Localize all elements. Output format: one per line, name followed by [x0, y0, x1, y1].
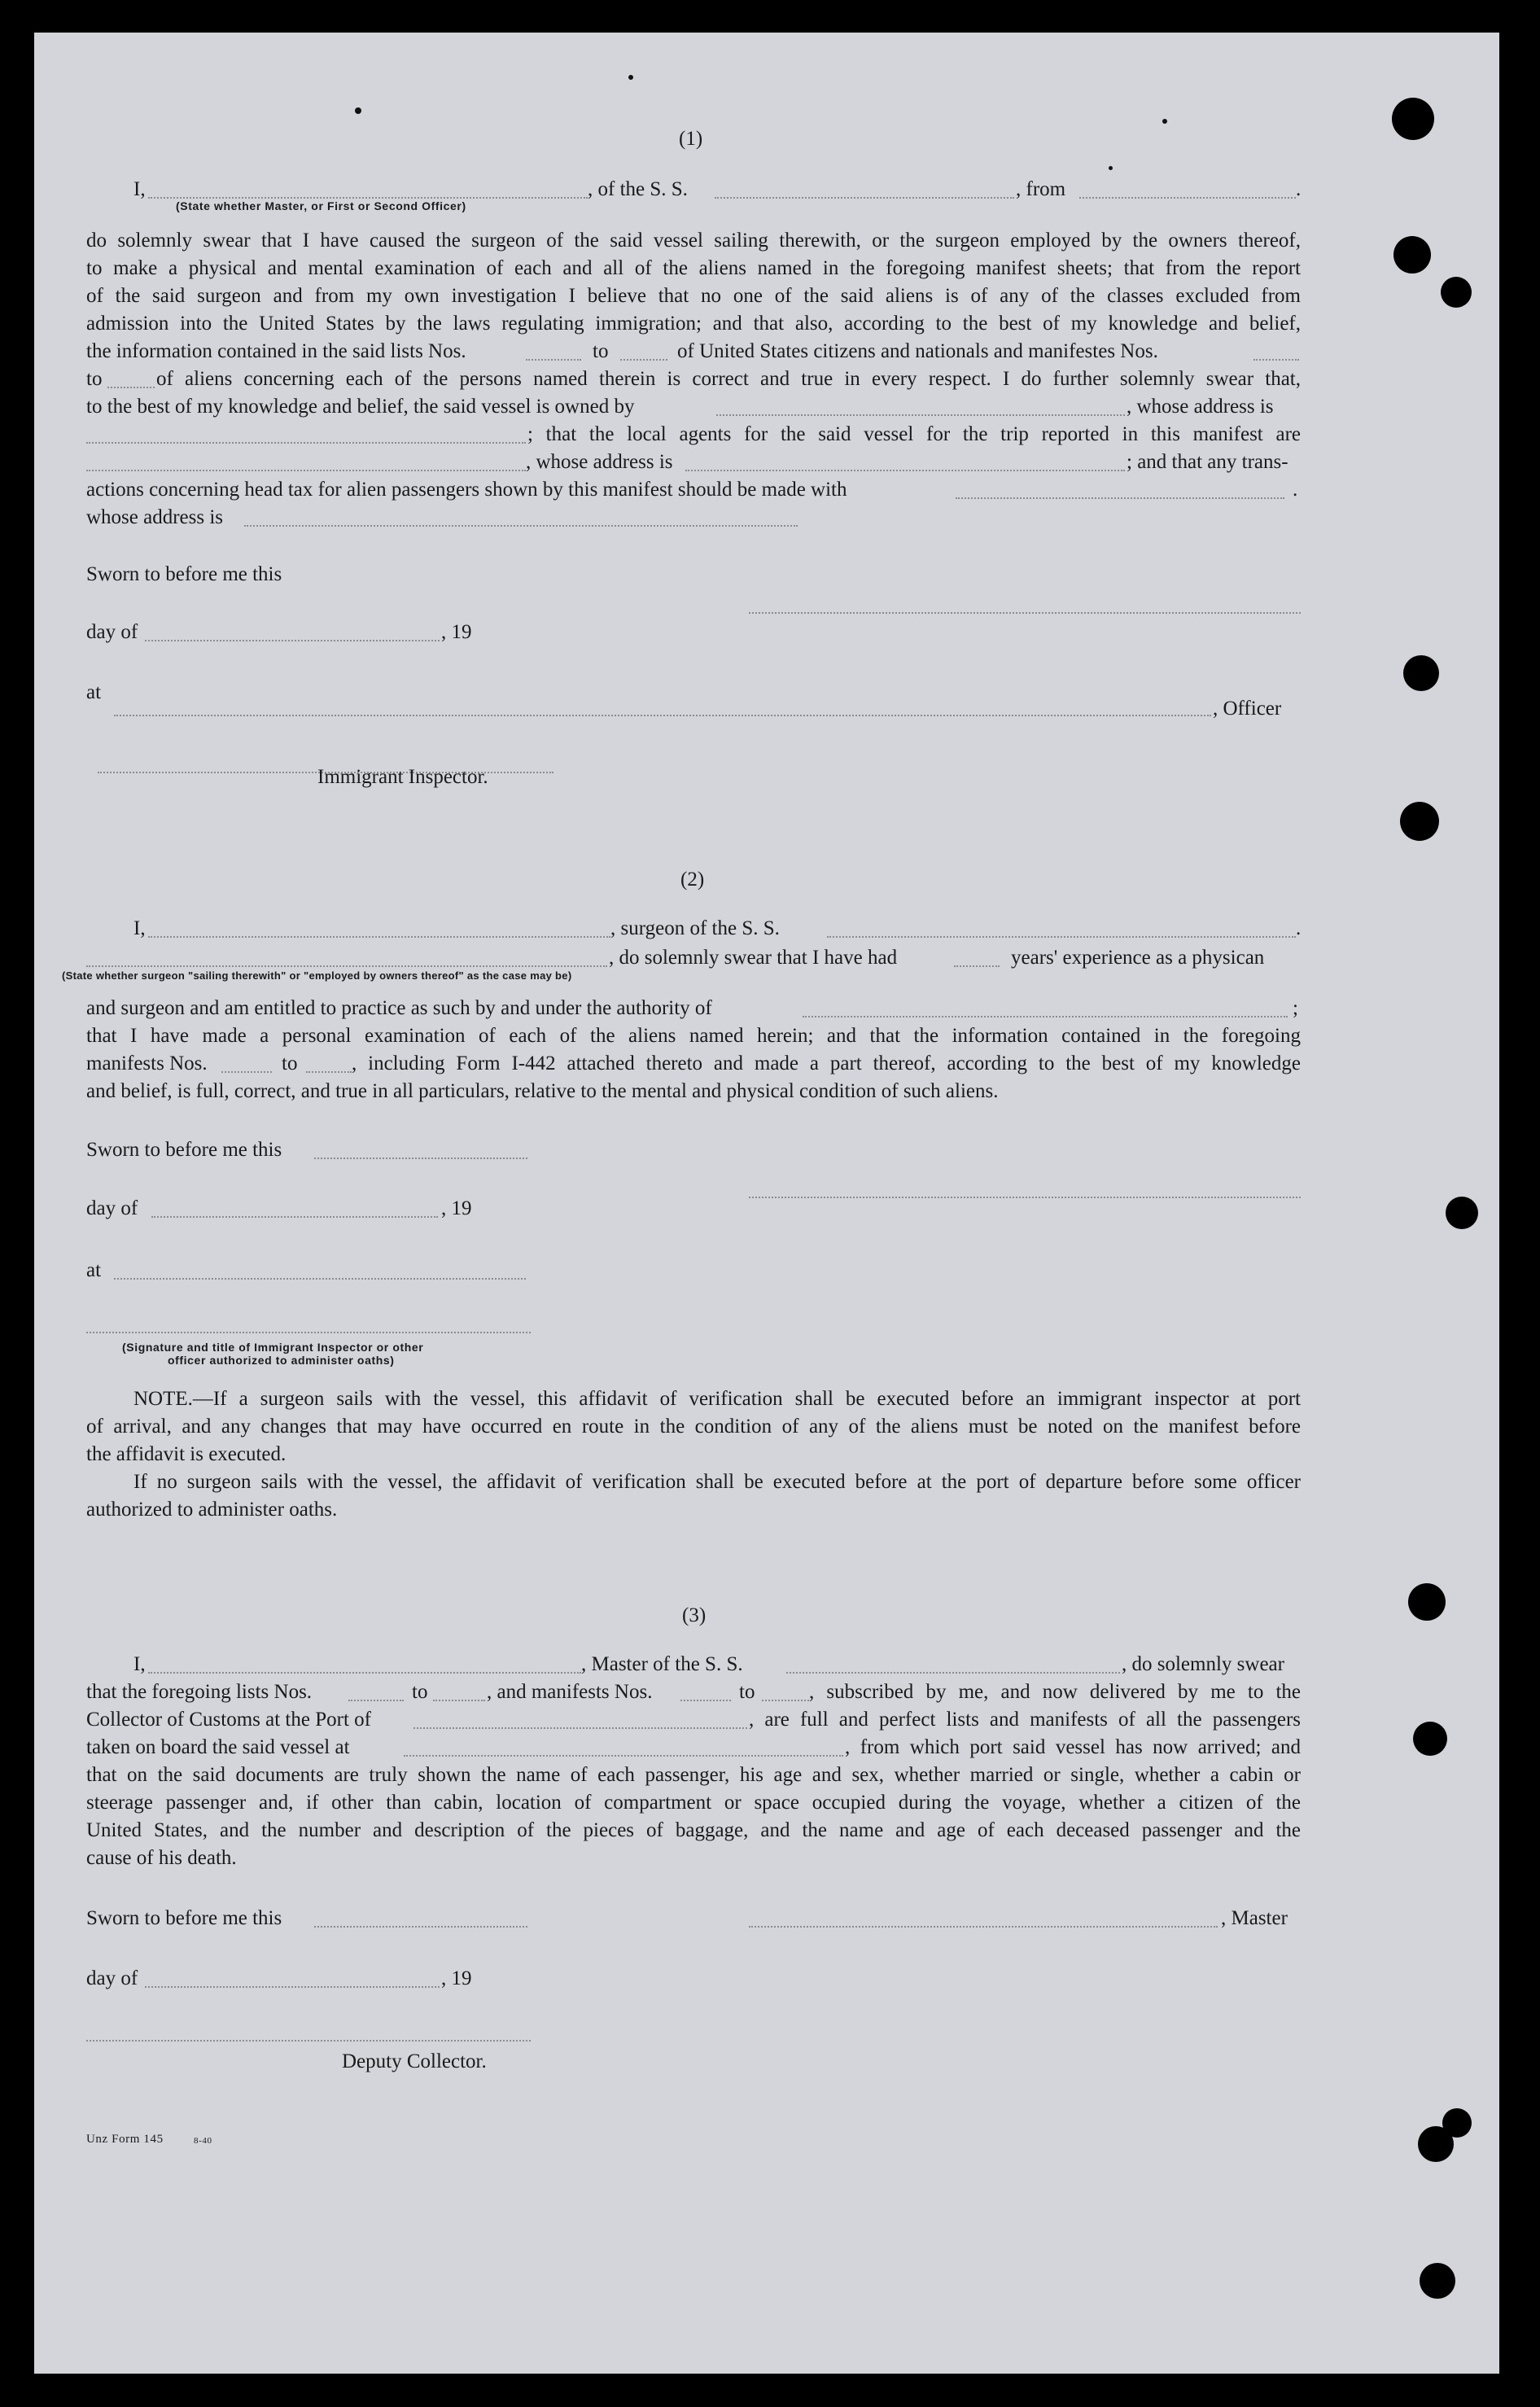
s1-officer: , Officer [1213, 698, 1282, 720]
s1-sworn: Sworn to before me this [86, 563, 282, 585]
s3-line-2a: that the foregoing lists Nos. [86, 1681, 313, 1703]
s1-line-7b: , whose address is [1127, 396, 1274, 418]
s1-line-11a: whose address is [86, 506, 224, 528]
s3-day-field[interactable] [145, 1986, 440, 1988]
s3-line-2c: , and manifests Nos. [487, 1681, 653, 1703]
surgeon-name-field[interactable] [148, 936, 610, 938]
note-line-2: of arrival, and any changes that may have occurred en route in the condition of any of the aliens must be noted on the manifest before [86, 1416, 1301, 1438]
s3-line-3b: , are full and perfect lists and manifests of all the passengers [749, 1709, 1301, 1731]
s2-at-field[interactable] [114, 1278, 526, 1280]
surgeon-of-label: , surgeon of the S. S. [610, 917, 780, 939]
s1-line-6a: to [86, 368, 103, 390]
s2-end-punct: . [1296, 917, 1302, 939]
note-p2-line-1: If no surgeon sails with the vessel, the affidavit of verification shall be executed before at the port of departure before some officer [133, 1471, 1301, 1493]
vessel-name-field[interactable] [715, 197, 1014, 199]
punch-hole [1413, 1722, 1447, 1756]
s1-day-of: day of [86, 621, 138, 643]
s2-year: , 19 [441, 1197, 472, 1219]
sig-note-1: (Signature and title of Immigrant Inspector or other [122, 1341, 424, 1354]
punch-hole [1400, 802, 1439, 841]
s2-line-5b: to [282, 1053, 298, 1074]
head-tax-field[interactable] [956, 497, 1284, 499]
s2-at: at [86, 1259, 102, 1281]
s1-line-3: of the said surgeon and from my own investigation I believe that no one of the said aliens is of any of the classes excluded from [86, 285, 1301, 307]
s1-line-2: to make a physical and mental examination of each and all of the aliens named in the foregoing manifest sheets; that from the report [86, 257, 1301, 279]
section-1-opening: I, [133, 178, 146, 200]
s1-line-4: admission into the United States by the laws regulating immigration; and that also, according to the best of my knowledge and belief, [86, 313, 1301, 335]
form-id: Unz Form 145 [86, 2133, 164, 2146]
surgeon-type-field[interactable] [86, 965, 607, 967]
s2-sworn-field[interactable] [314, 1158, 527, 1159]
manifests-from-field[interactable] [1253, 359, 1299, 361]
s1-line-8a: ; that the local agents for the said vessel for the trip reported in this manifest are [527, 423, 1301, 445]
ink-speck [1162, 119, 1167, 124]
end-punct: . [1296, 178, 1302, 200]
s3-line-4b: , from which port said vessel has now arrived; and [845, 1736, 1301, 1758]
s3-manifests-from-field[interactable] [680, 1700, 731, 1701]
s3-line-3a: Collector of Customs at the Port of [86, 1709, 371, 1731]
owner-address-field[interactable] [86, 442, 526, 444]
s3-line-5: that on the said documents are truly shown the name of each passenger, his age and sex, whether married or single, whether a cabin or [86, 1764, 1301, 1786]
section-1-number: (1) [679, 128, 703, 150]
agents-address-field[interactable] [685, 470, 1125, 471]
section-2-number: (2) [680, 869, 705, 891]
punch-hole [1420, 2263, 1455, 2299]
s1-line-7a: to the best of my knowledge and belief, the said vessel is owned by [86, 396, 635, 418]
s2-line-5a: manifests Nos. [86, 1053, 208, 1074]
s3-collector-field[interactable] [86, 2040, 531, 2042]
s3-vessel-field[interactable] [786, 1672, 1120, 1674]
punch-hole [1403, 655, 1439, 691]
form-date: 8-40 [194, 2136, 212, 2146]
agents-field[interactable] [86, 470, 526, 471]
s3-day-of: day of [86, 1967, 138, 1989]
s3-line-7: United States, and the number and description of the pieces of baggage, and the name and age of each deceased passenger and the [86, 1819, 1301, 1841]
note-line-3: the affidavit is executed. [86, 1443, 287, 1465]
embark-port-field[interactable] [404, 1755, 843, 1757]
s2-day-of: day of [86, 1197, 138, 1219]
from-port-field[interactable] [1079, 197, 1296, 199]
punch-hole [1441, 277, 1472, 308]
from-label: , from [1016, 178, 1066, 200]
s1-line-5b: to [593, 340, 609, 362]
s2-swear-a: , do solemnly swear that I have had [609, 947, 898, 969]
punch-hole [1446, 1197, 1478, 1229]
s2-vessel-field[interactable] [827, 936, 1296, 938]
s3-line-2d: to [739, 1681, 755, 1703]
officer-name-field[interactable] [148, 197, 588, 199]
punch-hole [1442, 2108, 1472, 2138]
master-name-field[interactable] [148, 1672, 581, 1674]
s3-manifests-to-field[interactable] [762, 1700, 809, 1701]
section-2-opening: I, [133, 917, 146, 939]
years-experience-field[interactable] [954, 965, 1000, 967]
s1-day-field[interactable] [145, 640, 440, 641]
s3-swear: , do solemnly swear [1122, 1653, 1284, 1675]
s3-lists-to-field[interactable] [433, 1700, 485, 1701]
s1-at-field[interactable] [114, 715, 1211, 716]
surgeon-note: (State whether surgeon "sailing therewith" or "employed by owners thereof" as the case may be) [62, 969, 572, 982]
s3-line-8: cause of his death. [86, 1847, 237, 1869]
section-3-number: (3) [682, 1604, 707, 1626]
s2-line-3a: and surgeon and am entitled to practice as such by and under the authority of [86, 997, 712, 1019]
note-p2-line-2: authorized to administer oaths. [86, 1499, 338, 1521]
s2-manifests-to-field[interactable] [306, 1071, 352, 1073]
s3-collector: Deputy Collector. [342, 2050, 487, 2072]
s1-line-6b: of aliens concerning each of the persons named therein is correct and true in every respect. I do further solemnly swear that, [156, 368, 1301, 390]
s3-line-4a: taken on board the said vessel at [86, 1736, 350, 1758]
authority-field[interactable] [803, 1016, 1288, 1018]
of-the-ss-label: , of the S. S. [588, 178, 688, 200]
s1-at: at [86, 681, 102, 703]
ink-speck [355, 107, 361, 114]
s2-manifests-from-field[interactable] [221, 1071, 272, 1073]
port-field[interactable] [413, 1727, 747, 1729]
punch-hole [1393, 236, 1431, 274]
s3-lists-from-field[interactable] [348, 1700, 404, 1701]
s1-line-5c: of United States citizens and nationals and manifestes Nos. [677, 340, 1158, 362]
s1-line-5a: the information contained in the said lists Nos. [86, 340, 466, 362]
lists-from-field[interactable] [526, 359, 581, 361]
s2-day-field[interactable] [151, 1216, 438, 1218]
s1-year: , 19 [441, 621, 472, 643]
note-line-1: NOTE.—If a surgeon sails with the vessel, this affidavit of verification shall be executed before an immigrant inspector at port [133, 1388, 1301, 1410]
s1-inspector: Immigrant Inspector. [317, 766, 488, 788]
master-of-label: , Master of the S. S. [581, 1653, 743, 1675]
lists-to-field[interactable] [620, 359, 667, 361]
s2-line-4: that I have made a personal examination of each of the aliens named herein; and that the information contained in the foregoing [86, 1025, 1301, 1047]
s3-year: , 19 [441, 1967, 472, 1989]
s3-sworn-field[interactable] [314, 1926, 527, 1928]
s1-line-1: do solemnly swear that I have caused the surgeon of the said vessel sailing therewith, or the surgeon employed by the owners thereof, [86, 230, 1301, 252]
ink-speck [1109, 166, 1113, 170]
s2-swear-b: years' experience as a physican [1011, 947, 1265, 969]
head-tax-address-field[interactable] [244, 525, 798, 527]
s2-line-5c: , including Form I-442 attached thereto and made a part thereof, according to the best of my knowledge [352, 1053, 1301, 1074]
sig-note-2: officer authorized to administer oaths) [168, 1354, 395, 1367]
s1-signature-field[interactable] [749, 612, 1301, 614]
manifests-to-field[interactable] [107, 387, 155, 388]
punch-hole [1392, 98, 1434, 140]
s2-inspector-field[interactable] [86, 1332, 531, 1333]
s2-line-6: and belief, is full, correct, and true in all particulars, relative to the mental and physical condition of such aliens. [86, 1080, 999, 1102]
s1-line-10a: actions concerning head tax for alien passengers shown by this manifest should be made with [86, 479, 847, 501]
s2-signature-field[interactable] [749, 1197, 1301, 1198]
punch-hole [1408, 1583, 1446, 1621]
s1-line-9b: ; and that any trans- [1127, 451, 1288, 473]
owner-field[interactable] [716, 414, 1125, 416]
section-3-opening: I, [133, 1653, 146, 1675]
s1-line-9a: , whose address is [526, 451, 673, 473]
officer-note: (State whether Master, or First or Second Officer) [176, 199, 466, 212]
s3-line-2b: to [412, 1681, 428, 1703]
s3-master: , Master [1221, 1907, 1288, 1929]
s3-line-6: steerage passenger and, if other than cabin, location of compartment or space occupied during the voyage, whether a citizen of the [86, 1792, 1301, 1814]
s1-line-10b: . [1293, 479, 1298, 501]
s2-sworn: Sworn to before me this [86, 1139, 282, 1161]
s3-line-2e: , subscribed by me, and now delivered by me to the [809, 1681, 1301, 1703]
s3-signature-field[interactable] [749, 1926, 1218, 1928]
s3-sworn: Sworn to before me this [86, 1907, 282, 1929]
ink-speck [628, 75, 633, 80]
s2-line-3b: ; [1293, 997, 1298, 1019]
